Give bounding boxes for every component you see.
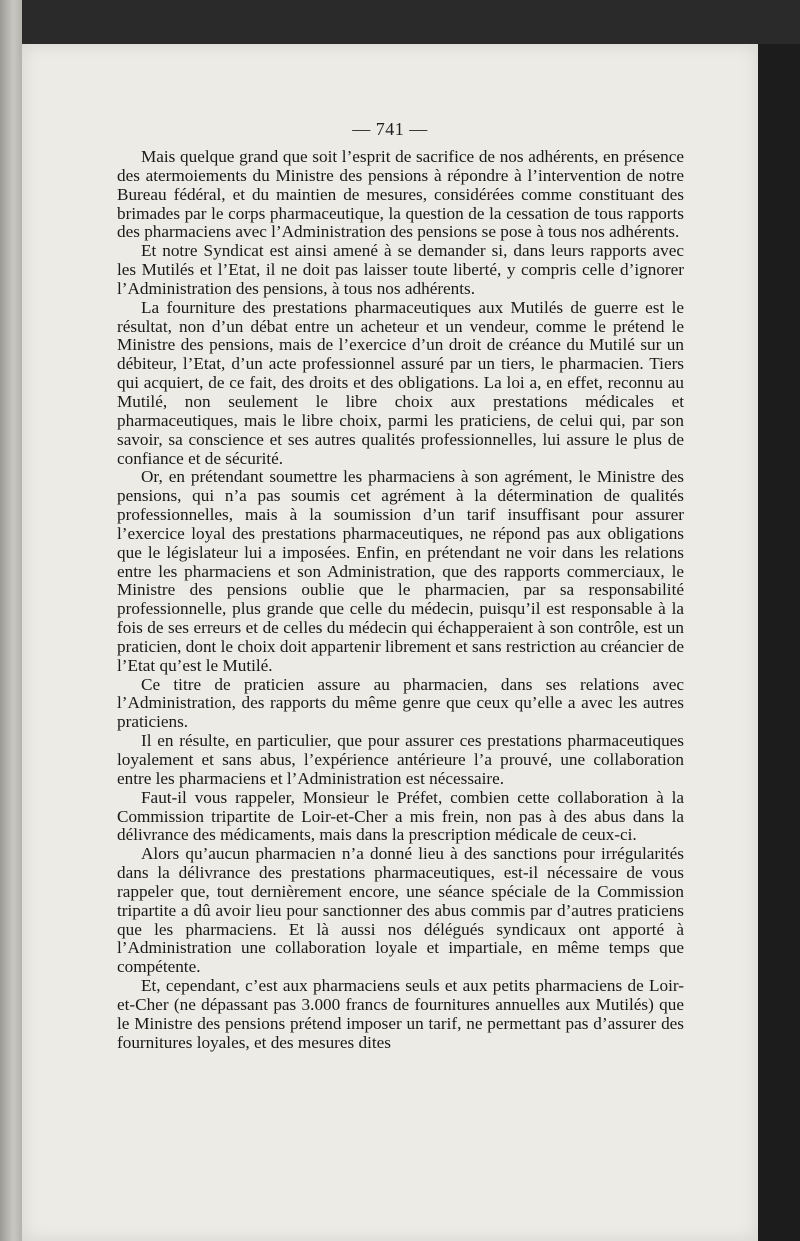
page-number: — 741 — xyxy=(352,119,428,139)
paragraph: Alors qu’aucun pharmacien n’a donné lieu à des sanctions pour irrégularités dans la délivrance des prestations pharmaceutiques, est-il nécessaire de vous rappeler que, tout dernièrement encore, une séance spéciale de la Commission tripartite a dû avoir lieu pour sanctionner des abus commis par d’autres praticiens que les pharmaciens. Et là aussi nos délégués syndicaux ont apporté à l’Administration une collaboration loyale et impartiale, en même temps que compétente. xyxy=(117,844,684,977)
paragraph: Faut-il vous rappeler, Monsieur le Préfet, combien cette collaboration à la Commission tripartite de Loir-et-Cher a mis frein, non pas à des abus dans la délivrance des médicaments, mais dans la prescription médicale de ceux-ci. xyxy=(117,787,684,845)
paragraph: Et notre Syndicat est ainsi amené à se demander si, dans leurs rapports avec les Mutilés et l’Etat, il ne doit pas laisser toute liberté, y compris celle d’ignorer l’Administration des pensions, à tous nos adhérents. xyxy=(117,241,684,298)
paragraph: Mais quelque grand que soit l’esprit de sacrifice de nos adhérents, en présence des atermoiements du Ministre des pensions à répondre à l’intervention de notre Bureau fédéral, et du maintien de mesures, considérées comme constituant des brimades par le corps pharmaceutique, la question de la cessation de tous rapports des pharmaciens avec l’Administration des pensions se pose à tous nos adhérents. xyxy=(117,147,684,242)
document-page xyxy=(22,44,758,1241)
paragraph: La fourniture des prestations pharmaceutiques aux Mutilés de guerre est le résultat, non d’un débat entre un acheteur et un vendeur, comme le prétend le Ministre des pensions, mais de l’exercice d’un droit de créance du Mutilé sur un débiteur, l’Etat, d’un acte professionnel assuré par un tiers, le pharmacien. Tiers qui acquiert, de ce fait, des droits et des obligations. La loi a, en effet, reconnu au Mutilé, non seulement le libre choix aux prestations médicales et pharmaceutiques, mais le libre choix, parmi les praticiens, de celui qui, par son savoir, sa conscience et ses autres qualités professionnelles, lui assure le plus de confiance et de sécurité. xyxy=(117,297,684,468)
paragraph: Il en résulte, en particulier, que pour assurer ces prestations pharmaceutiques loyalement et sans abus, l’expérience antérieure l’a prouvé, une collaboration entre les pharmaciens et l’Administration est nécessaire. xyxy=(117,731,684,788)
paragraph: Or, en prétendant soumettre les pharmaciens à son agrément, le Ministre des pensions, qui n’a pas soumis cet agrément à la détermination de qualités professionnelles, mais à la soumission d’un tarif insuffisant pour assurer l’exercice loyal des prestations pharmaceutiques, ne répond pas aux obligations que le législateur lui a imposées. Enfin, en prétendant ne voir dans les relations entre les pharmaciens et son Administration, que des rapports commerciaux, le Ministre des pensions oublie que le pharmacien, par sa responsabilité professionnelle, plus grande que celle du médecin, puisqu’il est responsable à la fois de ses erreurs et de celles du médecin qui échapperaient à son contrôle, est un praticien, dont le choix doit appartenir librement et sans restriction au créancier de l’Etat qu’est le Mutilé. xyxy=(117,467,684,675)
facing-page-edge xyxy=(0,0,22,1241)
body-text xyxy=(117,148,684,1053)
paragraph: Ce titre de praticien assure au pharmacien, dans ses relations avec l’Administration, des rapports du même genre que ceux qu’elle a avec les autres praticiens. xyxy=(117,674,684,732)
scan-background xyxy=(758,44,800,1241)
paragraph: Et, cependant, c’est aux pharmaciens seuls et aux petits pharmaciens de Loir-et-Cher (ne dépassant pas 3.000 francs de fournitures annuelles aux Mutilés) que le Ministre des pensions prétend imposer un tarif, ne permettant pas d’assurer des fournitures loyales, et des mesures dites xyxy=(117,976,684,1052)
